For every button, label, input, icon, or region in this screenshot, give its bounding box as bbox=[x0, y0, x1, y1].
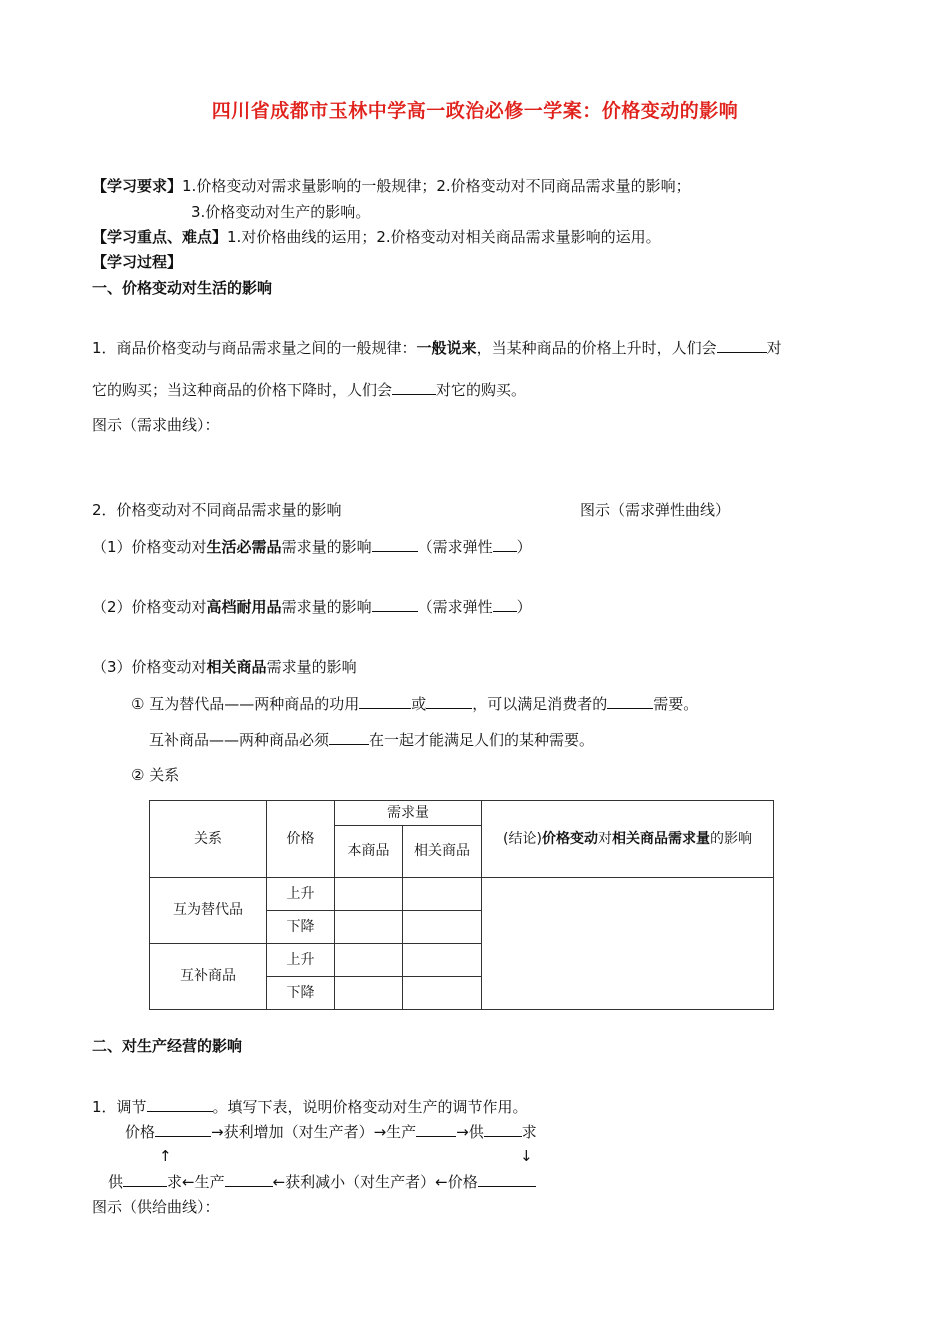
requirements-line bbox=[92, 176, 691, 196]
conclusion-e: 的影响 bbox=[709, 831, 752, 847]
answer-blank[interactable] bbox=[493, 597, 517, 612]
question-2: 2．价格变动对不同商品需求量的影响 bbox=[92, 501, 342, 519]
price-up: 上升 bbox=[267, 944, 335, 977]
q2-2-bold: 高档耐用品 bbox=[206, 598, 282, 616]
flow1-c: →供 bbox=[456, 1123, 484, 1141]
sub1-a: ① 互为替代品——两种商品的功用 bbox=[131, 695, 360, 713]
answer-blank[interactable] bbox=[359, 694, 411, 709]
answer-blank[interactable] bbox=[123, 1172, 167, 1187]
conclusion-b: 价格变动 bbox=[541, 831, 598, 847]
section2-question-1 bbox=[92, 1097, 528, 1117]
flow2-c: ←获利减小（对生产者）←价格 bbox=[272, 1173, 478, 1191]
q1-text-a: 1．商品价格变动与商品需求量之间的一般规律： bbox=[92, 339, 417, 357]
sub-item-2: ② 关系 bbox=[131, 766, 180, 784]
arrow-down-icon: ↓ bbox=[520, 1147, 533, 1165]
key-points-label: 【学习重点、难点】 bbox=[92, 228, 228, 246]
sub-item-1-line2 bbox=[149, 730, 594, 750]
conclusion-c: 对 bbox=[597, 831, 612, 847]
q2-2-a: （2）价格变动对 bbox=[92, 598, 207, 616]
answer-blank[interactable] bbox=[426, 694, 472, 709]
q1-text-c: 对 bbox=[766, 339, 782, 357]
requirements-label: 【学习要求】 bbox=[92, 177, 183, 195]
q2-2-b: 需求量的影响 bbox=[281, 598, 372, 616]
answer-cell[interactable] bbox=[335, 977, 403, 1010]
sub1-b: 或 bbox=[411, 695, 427, 713]
q2-3-bold: 相关商品 bbox=[206, 658, 267, 676]
answer-blank[interactable] bbox=[155, 1122, 211, 1137]
process-label: 【学习过程】 bbox=[92, 253, 183, 271]
q2-1-d: ） bbox=[516, 538, 532, 556]
section1-heading: 一、价格变动对生活的影响 bbox=[92, 279, 273, 297]
q2-1-bold: 生活必需品 bbox=[206, 538, 282, 556]
q1-line2-b: 对它的购买。 bbox=[436, 381, 527, 399]
diagram-demand-label: 图示（需求曲线）： bbox=[92, 416, 220, 434]
q2-1-a: （1）价格变动对 bbox=[92, 538, 207, 556]
question-2-2 bbox=[92, 597, 532, 617]
conclusion-d: 相关商品需求量 bbox=[611, 831, 710, 847]
answer-cell[interactable] bbox=[403, 878, 482, 911]
q2-2-c: （需求弹性 bbox=[417, 598, 493, 616]
question-2-3 bbox=[92, 657, 357, 677]
row-complement: 互补商品 bbox=[150, 944, 267, 1010]
answer-cell[interactable] bbox=[335, 911, 403, 944]
q1-line2-a: 它的购买；当这种商品的价格下降时，人们会 bbox=[92, 381, 393, 399]
answer-blank[interactable] bbox=[484, 1122, 522, 1137]
answer-cell[interactable] bbox=[335, 878, 403, 911]
price-up: 上升 bbox=[267, 878, 335, 911]
sub1-line2-b: 在一起才能满足人们的某种需要。 bbox=[369, 731, 595, 749]
header-conclusion bbox=[482, 801, 774, 878]
requirements-text-2: 3.价格变动对生产的影响。 bbox=[191, 203, 371, 221]
answer-blank[interactable] bbox=[416, 1122, 456, 1137]
answer-blank[interactable] bbox=[225, 1172, 273, 1187]
question-1-line2 bbox=[92, 380, 526, 400]
price-down: 下降 bbox=[267, 911, 335, 944]
sub1-c: ，可以满足消费者的 bbox=[472, 695, 608, 713]
answer-cell[interactable] bbox=[403, 977, 482, 1010]
header-related-goods: 相关商品 bbox=[403, 826, 482, 878]
q2-2-d: ） bbox=[516, 598, 532, 616]
answer-blank[interactable] bbox=[372, 597, 418, 612]
answer-blank[interactable] bbox=[493, 537, 517, 552]
flow2-b: 求←生产 bbox=[167, 1173, 225, 1191]
answer-blank[interactable] bbox=[372, 537, 418, 552]
q2-3-b: 需求量的影响 bbox=[266, 658, 357, 676]
q2-1-c: （需求弹性 bbox=[417, 538, 493, 556]
answer-blank[interactable] bbox=[329, 730, 369, 745]
sub1-line2-a: 互补商品——两种商品必须 bbox=[149, 731, 330, 749]
answer-blank[interactable] bbox=[392, 380, 436, 395]
flow1-d: 求 bbox=[521, 1123, 537, 1141]
header-price: 价格 bbox=[267, 801, 335, 878]
header-relation: 关系 bbox=[150, 801, 267, 878]
diagram-supply-label: 图示（供给曲线）： bbox=[92, 1198, 220, 1216]
answer-cell[interactable] bbox=[335, 944, 403, 977]
relation-table bbox=[149, 800, 774, 1010]
q1-bold: 一般说来 bbox=[416, 339, 477, 357]
price-down: 下降 bbox=[267, 977, 335, 1010]
flow2-a: 供 bbox=[108, 1173, 124, 1191]
flow1-b: →获利增加（对生产者）→生产 bbox=[211, 1123, 417, 1141]
question-2-1 bbox=[92, 537, 532, 557]
answer-blank[interactable] bbox=[607, 694, 653, 709]
page-title: 四川省成都市玉林中学高一政治必修一学案：价格变动的影响 bbox=[211, 100, 739, 122]
s2-q1-b: 。填写下表，说明价格变动对生产的调节作用。 bbox=[212, 1098, 528, 1116]
section2-heading: 二、对生产经营的影响 bbox=[92, 1037, 243, 1055]
answer-blank[interactable] bbox=[147, 1097, 213, 1112]
q2-1-b: 需求量的影响 bbox=[281, 538, 372, 556]
conclusion-cell[interactable] bbox=[482, 878, 774, 1010]
header-own-goods: 本商品 bbox=[335, 826, 403, 878]
requirements-text-1: 1.价格变动对需求量影响的一般规律；2.价格变动对不同商品需求量的影响； bbox=[182, 177, 691, 195]
sub1-d: 需要。 bbox=[653, 695, 699, 713]
conclusion-a: (结论) bbox=[503, 831, 542, 847]
answer-blank[interactable] bbox=[478, 1172, 536, 1187]
row-substitute: 互为替代品 bbox=[150, 878, 267, 944]
flow-line-1 bbox=[125, 1122, 537, 1142]
key-points-text: 1.对价格曲线的运用；2.价格变动对相关商品需求量影响的运用。 bbox=[227, 228, 661, 246]
arrow-up-icon: ↑ bbox=[159, 1147, 172, 1165]
flow1-a: 价格 bbox=[125, 1123, 156, 1141]
q1-text-b: ，当某种商品的价格上升时，人们会 bbox=[476, 339, 717, 357]
answer-blank[interactable] bbox=[717, 338, 767, 353]
diagram-elastic-label: 图示（需求弹性曲线） bbox=[580, 501, 731, 519]
key-points-line bbox=[92, 227, 661, 247]
q2-3-a: （3）价格变动对 bbox=[92, 658, 207, 676]
question-1-line1 bbox=[92, 338, 782, 358]
s2-q1-a: 1．调节 bbox=[92, 1098, 147, 1116]
header-demand: 需求量 bbox=[335, 801, 482, 826]
answer-cell[interactable] bbox=[403, 944, 482, 977]
answer-cell[interactable] bbox=[403, 911, 482, 944]
flow-line-2 bbox=[108, 1172, 536, 1192]
sub-item-1 bbox=[131, 694, 698, 714]
